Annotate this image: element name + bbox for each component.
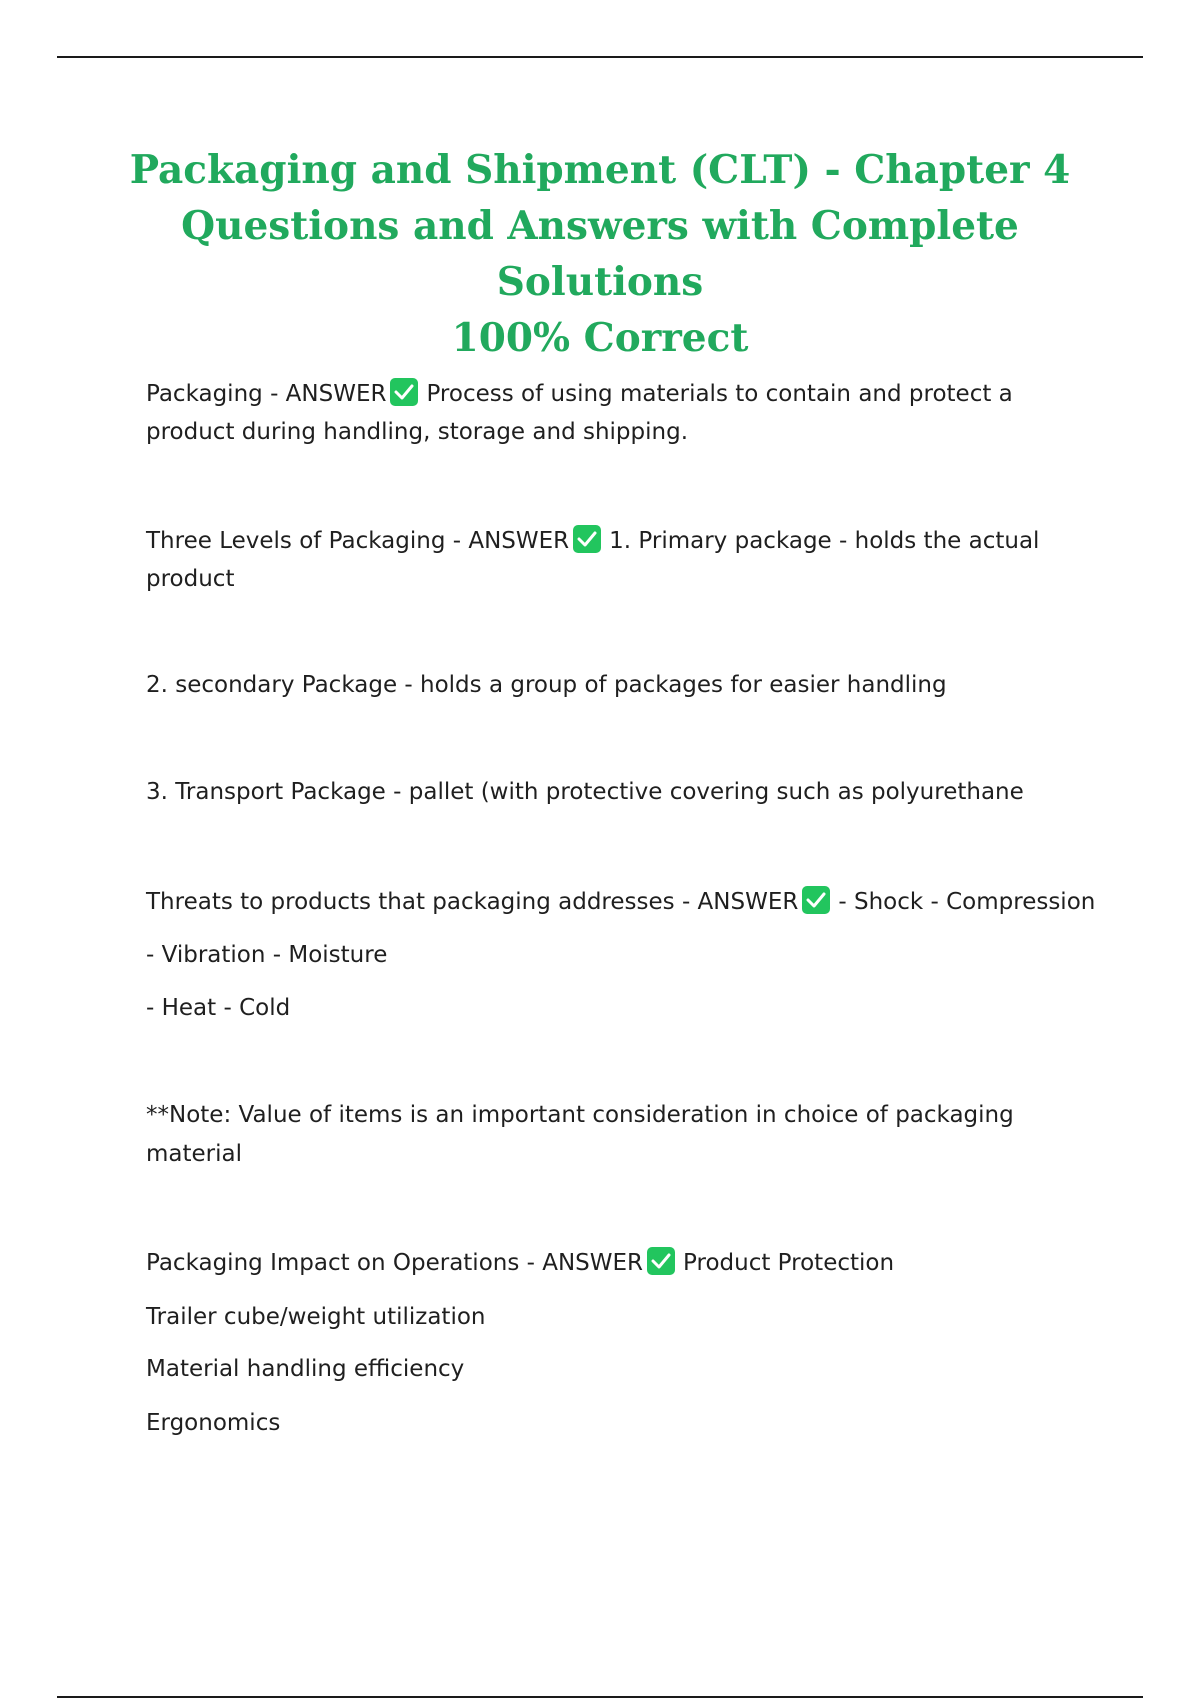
- levels-definition-2: product: [146, 566, 235, 592]
- check-mark-icon: [390, 378, 418, 406]
- threats-line-2: - Vibration - Moisture: [146, 942, 388, 968]
- threats-line-3: - Heat - Cold: [146, 995, 291, 1021]
- bottom-divider: [57, 1696, 1143, 1698]
- levels-item-2: 2. secondary Package - holds a group of packages for easier handling: [146, 672, 947, 698]
- packaging-definition-2: product during handling, storage and shipping.: [146, 419, 689, 445]
- packaging-term: Packaging - ANSWER: [146, 381, 387, 407]
- check-mark-icon: [573, 525, 601, 553]
- title-line-3: 100% Correct: [451, 315, 749, 361]
- title-line-2: Questions and Answers with Complete Solutions: [181, 203, 1019, 305]
- packaging-question: [146, 378, 1013, 409]
- threats-definition-1: - Shock - Compression: [838, 889, 1096, 915]
- check-mark-icon: [647, 1247, 675, 1275]
- impact-definition-1: Product Protection: [683, 1250, 895, 1276]
- impact-term: Packaging Impact on Operations - ANSWER: [146, 1250, 644, 1276]
- levels-definition-1: 1. Primary package - holds the actual: [609, 528, 1040, 554]
- packaging-definition-1: Process of using materials to contain and protect a: [426, 381, 1013, 407]
- document-title: [100, 142, 1100, 366]
- impact-line-3: Material handling efficiency: [146, 1356, 465, 1382]
- levels-term: Three Levels of Packaging - ANSWER: [146, 528, 570, 554]
- threats-term: Threats to products that packaging addresses - ANSWER: [146, 889, 799, 915]
- check-mark-icon: [802, 886, 830, 914]
- threats-note-1: **Note: Value of items is an important consideration in choice of packaging: [146, 1102, 1014, 1128]
- title-line-1: Packaging and Shipment (CLT) - Chapter 4: [129, 147, 1071, 193]
- threats-question: [146, 886, 1095, 917]
- impact-line-2: Trailer cube/weight utilization: [146, 1304, 486, 1330]
- threats-note-2: material: [146, 1141, 242, 1167]
- top-divider: [57, 56, 1143, 58]
- levels-question: [146, 525, 1039, 556]
- impact-line-4: Ergonomics: [146, 1410, 281, 1436]
- levels-item-3: 3. Transport Package - pallet (with protective covering such as polyurethane: [146, 779, 1024, 805]
- impact-question: [146, 1247, 894, 1278]
